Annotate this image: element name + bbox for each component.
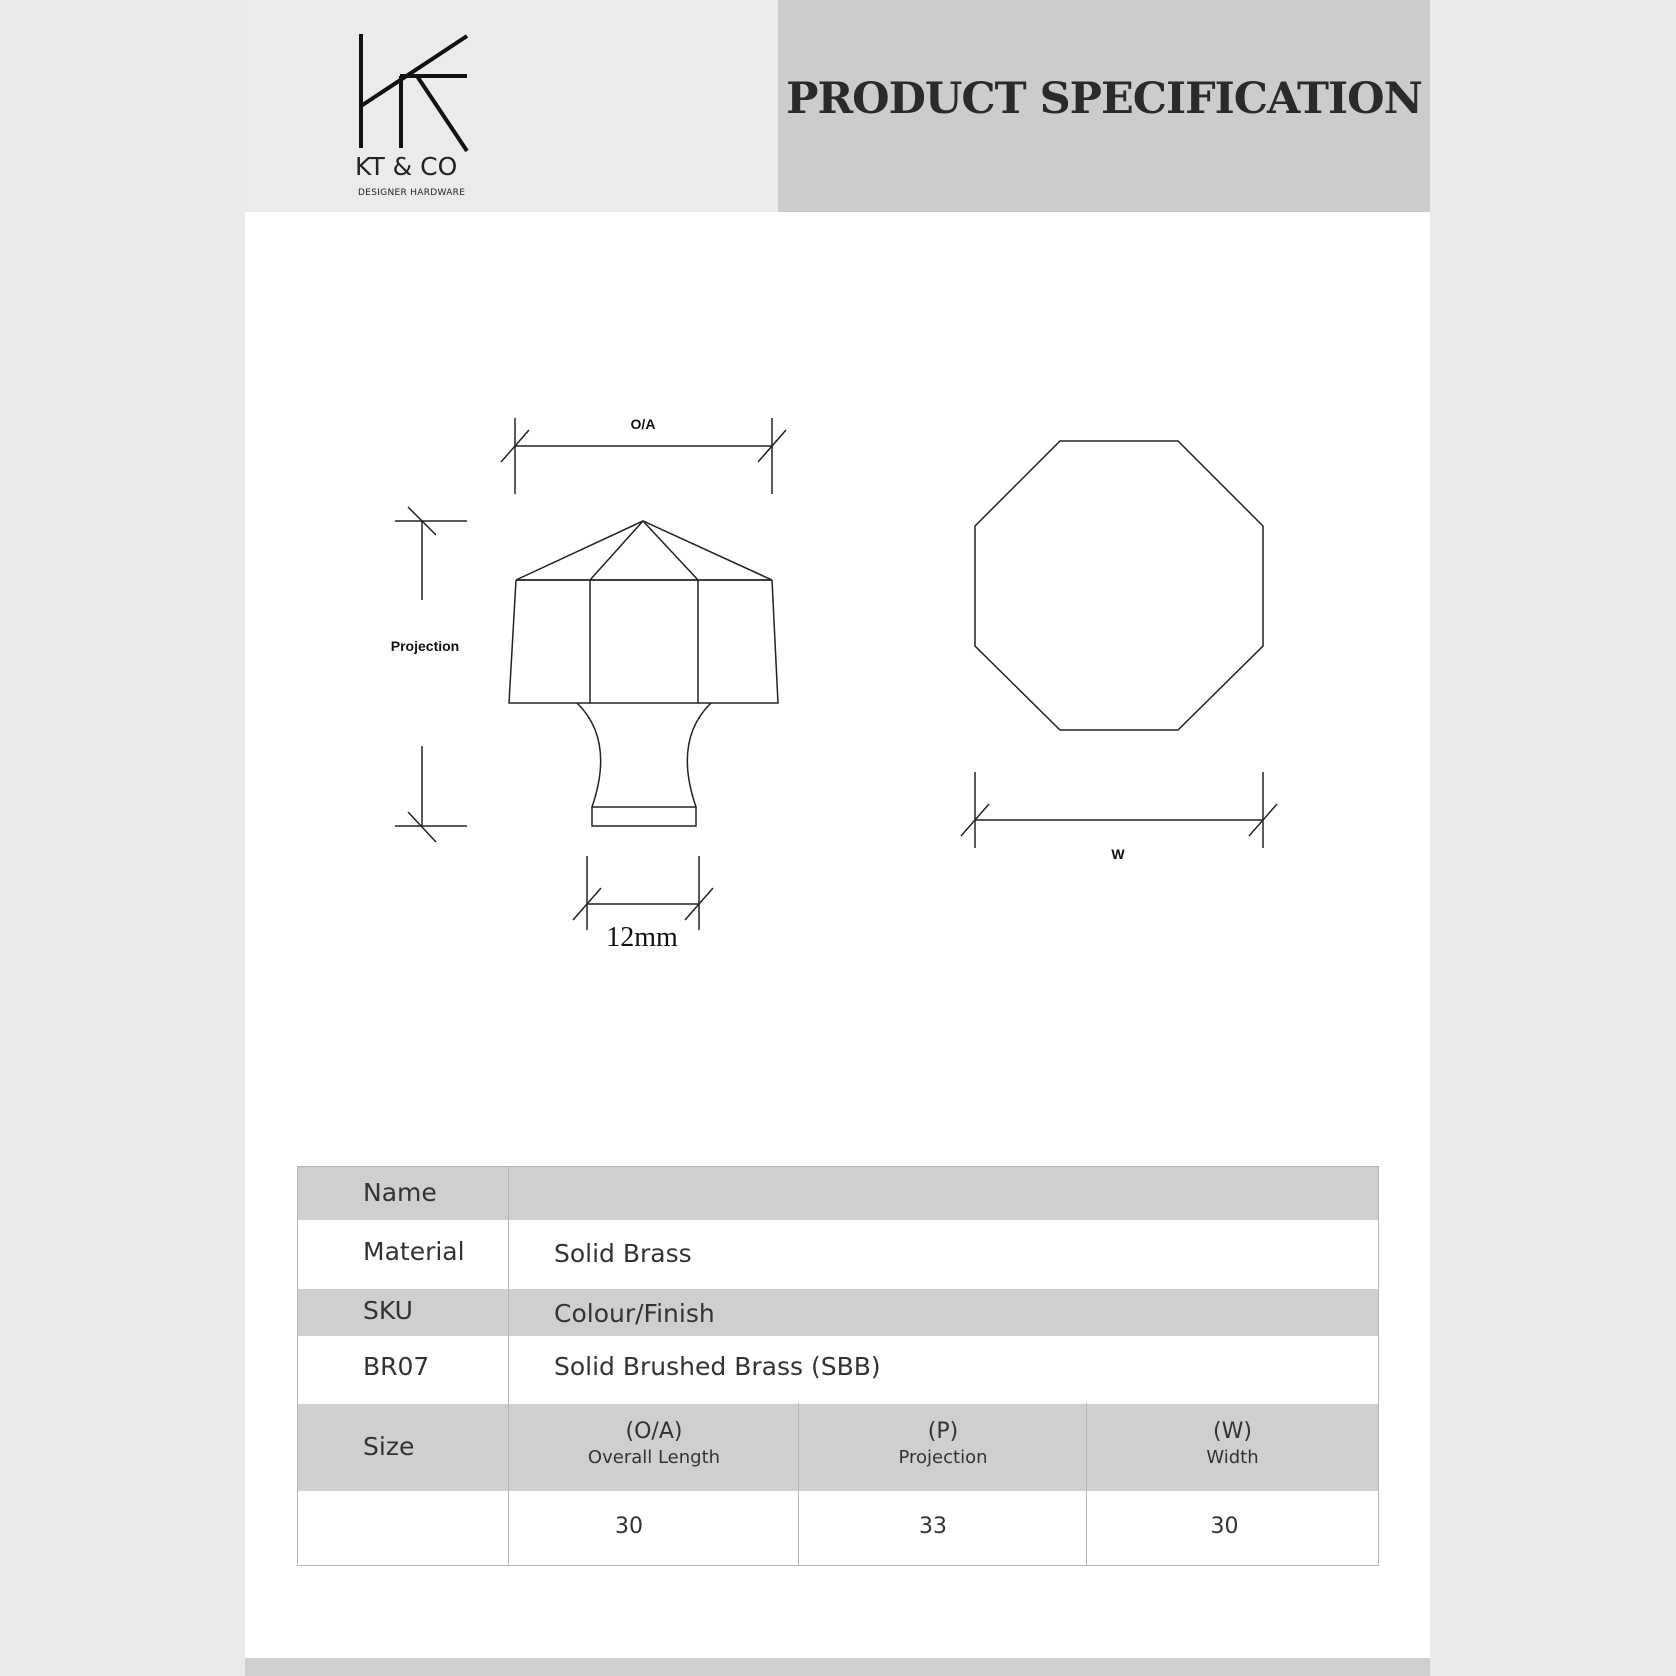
table-row-size-values [298, 1491, 1378, 1565]
knob-top-view [975, 441, 1263, 730]
size-col-p [799, 1419, 1087, 1471]
material-value: Solid Brass [554, 1239, 692, 1268]
projection-dimension [395, 507, 467, 842]
sku-value: BR07 [363, 1352, 430, 1381]
technical-drawing [245, 0, 1430, 1000]
spec-sheet [245, 0, 1430, 1676]
page-title: PRODUCT SPECIFICATION [786, 74, 1422, 124]
w-label: W [1111, 846, 1125, 862]
table-divider [1086, 1403, 1087, 1565]
logo-name: KT & CO [355, 152, 458, 181]
footer-bar [245, 1658, 1430, 1676]
projection-label: Projection [390, 638, 460, 654]
size-value-p: 33 [919, 1514, 947, 1539]
finish-value: Solid Brushed Brass (SBB) [554, 1352, 881, 1381]
logo-tagline: DESIGNER HARDWARE [358, 188, 466, 198]
sku-label: SKU [363, 1296, 413, 1325]
oa-label: O/A [630, 416, 656, 432]
table-row-material [298, 1220, 1378, 1289]
material-label: Material [363, 1237, 465, 1266]
size-col-p-desc: Projection [898, 1447, 988, 1468]
base-dimension [573, 856, 713, 930]
table-row-name [298, 1167, 1378, 1220]
size-col-oa-abbr: (O/A) [625, 1419, 683, 1444]
size-col-p-abbr: (P) [927, 1419, 959, 1444]
size-value-oa: 30 [615, 1514, 643, 1539]
size-col-oa [509, 1419, 799, 1471]
size-col-w-abbr: (W) [1213, 1419, 1252, 1444]
size-col-oa-desc: Overall Length [587, 1447, 721, 1468]
knob-side-view [509, 521, 778, 826]
size-value-w: 30 [1210, 1514, 1239, 1539]
table-divider [508, 1167, 509, 1565]
table-row-sku [298, 1289, 1378, 1336]
table-row-size-header [298, 1404, 1378, 1491]
spec-table [297, 1166, 1379, 1566]
colour-finish-label: Colour/Finish [554, 1299, 715, 1328]
table-row-sku-value [298, 1336, 1378, 1404]
size-label: Size [363, 1432, 415, 1461]
size-col-w-desc: Width [1206, 1447, 1259, 1468]
w-dimension [961, 772, 1277, 848]
base-width-label: 12mm [606, 922, 678, 953]
table-divider [798, 1403, 799, 1565]
size-col-w [1087, 1419, 1378, 1471]
name-label: Name [363, 1178, 437, 1207]
